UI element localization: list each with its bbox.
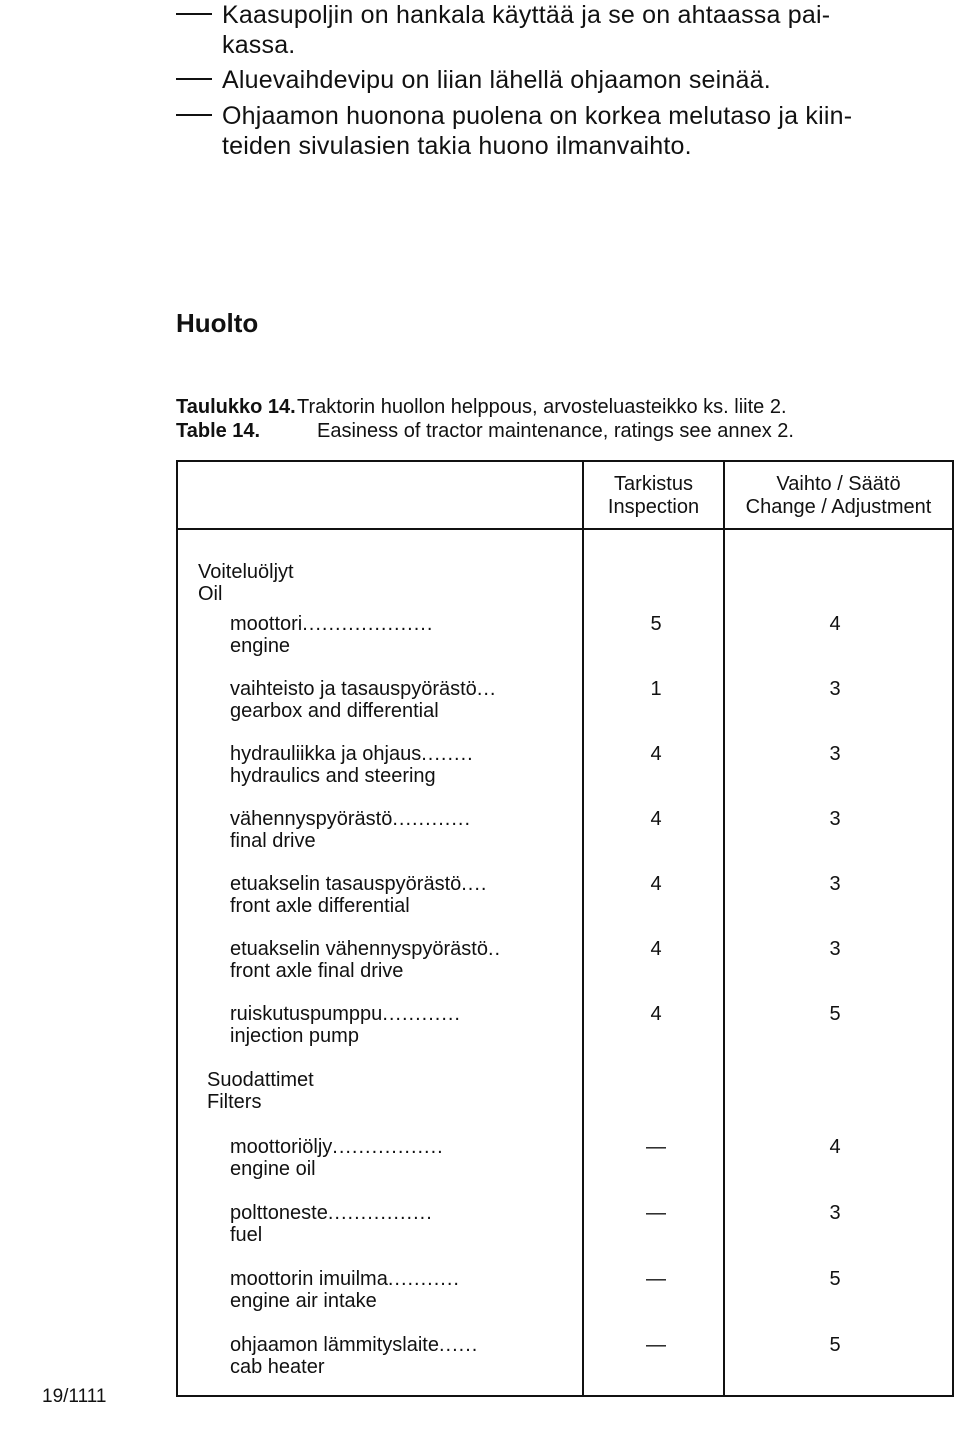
row-label-fi: ohjaamon lämmityslaite xyxy=(230,1334,439,1356)
change-value: 3 xyxy=(829,678,841,700)
bullet-2 xyxy=(176,65,771,95)
row-label-fi: hydrauliikka ja ohjaus xyxy=(230,743,422,765)
row-label-fi: etuakselin vähennyspyörästö xyxy=(230,938,488,960)
group-filters-fi: Suodattimet xyxy=(207,1069,314,1091)
leader-dots: ........ xyxy=(421,743,474,765)
row-label-fi: etuakselin tasauspyörästö xyxy=(230,873,462,895)
leader-dots: ................. xyxy=(332,1136,444,1158)
change-value: 5 xyxy=(829,1334,841,1356)
row-label-fi: moottorin imuilma xyxy=(230,1268,388,1290)
inspection-value: — xyxy=(646,1334,666,1356)
change-value: 3 xyxy=(829,938,841,960)
change-value: 3 xyxy=(829,1202,841,1224)
row-label-en: engine air intake xyxy=(230,1290,377,1312)
inspection-value: 4 xyxy=(650,938,662,960)
change-value: 3 xyxy=(829,808,841,830)
section-heading: Huolto xyxy=(176,308,259,338)
inspection-value: 1 xyxy=(650,678,662,700)
caption-fi-label: Taulukko 14. xyxy=(176,396,296,418)
change-value: 5 xyxy=(829,1268,841,1290)
leader-dots: ................ xyxy=(327,1202,433,1224)
inspection-value: 4 xyxy=(650,743,662,765)
group-oil-en: Oil xyxy=(198,583,223,605)
col-divider-2 xyxy=(723,460,725,1395)
change-value: 5 xyxy=(829,1003,841,1025)
caption-fi-text: Traktorin huollon helppous, arvosteluasteikko ks. liite 2. xyxy=(297,396,787,418)
caption-en-label: Table 14. xyxy=(176,420,261,442)
leader-dots: ............ xyxy=(382,1003,461,1025)
change-value: 3 xyxy=(829,743,841,765)
col-divider-1 xyxy=(582,460,584,1395)
header-change-fi: Vaihto / Säätö xyxy=(776,473,901,495)
inspection-value: — xyxy=(646,1202,666,1224)
row-label-en: injection pump xyxy=(230,1025,359,1047)
table-bottom-rule xyxy=(176,1395,954,1397)
bullet-2-line1: Aluevaihdevipu on liian lähellä ohjaamon seinää. xyxy=(222,66,771,94)
row-label-fi: moottori xyxy=(230,613,303,635)
row-label-en: fuel xyxy=(230,1224,263,1246)
bullet-3-line2: teiden sivulasien takia huono ilmanvaihto. xyxy=(222,132,692,160)
change-value: 4 xyxy=(829,613,841,635)
row-label-en: gearbox and differential xyxy=(230,700,439,722)
change-value: 4 xyxy=(829,1136,841,1158)
header-inspection-en: Inspection xyxy=(607,496,700,518)
dash-marker xyxy=(176,78,212,80)
group-filters-en: Filters xyxy=(207,1091,262,1113)
row-label-fi: vähennyspyörästö xyxy=(230,808,393,830)
table-left-border xyxy=(176,460,178,1397)
bullet-3-line1: Ohjaamon huonona puolena on korkea melutaso ja kiin- xyxy=(222,102,853,130)
bullet-1-line1: Kaasupoljin on hankala käyttää ja se on ahtaassa pai- xyxy=(222,1,831,29)
leader-dots: ...... xyxy=(438,1334,479,1356)
row-label-fi: polttoneste xyxy=(230,1202,328,1224)
inspection-value: 4 xyxy=(650,1003,662,1025)
row-label-en: cab heater xyxy=(230,1356,325,1378)
change-value: 3 xyxy=(829,873,841,895)
caption-en-text: Easiness of tractor maintenance, ratings see annex 2. xyxy=(317,420,794,442)
row-label-fi: vaihteisto ja tasauspyörästö xyxy=(230,678,477,700)
inspection-value: — xyxy=(646,1268,666,1290)
leader-dots: ............ xyxy=(392,808,472,830)
page-number: 19/1111 xyxy=(42,1386,107,1407)
table-top-rule xyxy=(176,460,954,462)
row-label-en: engine xyxy=(230,635,291,657)
bullet-1 xyxy=(176,0,830,30)
row-label-fi: moottoriöljy xyxy=(230,1136,333,1158)
bullet-1-line2: kassa. xyxy=(222,31,296,59)
table-right-border xyxy=(952,460,954,1397)
leader-dots: .. xyxy=(487,938,502,960)
row-label-en: engine oil xyxy=(230,1158,316,1180)
dash-marker xyxy=(176,13,212,15)
header-rule xyxy=(176,528,954,530)
inspection-value: — xyxy=(646,1136,666,1158)
row-label-en: hydraulics and steering xyxy=(230,765,436,787)
leader-dots: ... xyxy=(476,678,497,700)
inspection-value: 5 xyxy=(650,613,662,635)
group-oil-fi: Voiteluöljyt xyxy=(198,561,294,583)
row-label-en: final drive xyxy=(230,830,316,852)
row-label-en: front axle differential xyxy=(230,895,410,917)
leader-dots: .................... xyxy=(302,613,434,635)
header-inspection-fi: Tarkistus xyxy=(614,473,693,495)
leader-dots: .... xyxy=(461,873,488,895)
inspection-value: 4 xyxy=(650,873,662,895)
bullet-3 xyxy=(176,101,852,131)
inspection-value: 4 xyxy=(650,808,662,830)
dash-marker xyxy=(176,114,212,116)
row-label-fi: ruiskutuspumppu xyxy=(230,1003,383,1025)
header-change-en: Change / Adjustment xyxy=(745,496,932,518)
leader-dots: ........... xyxy=(387,1268,460,1290)
row-label-en: front axle final drive xyxy=(230,960,404,982)
